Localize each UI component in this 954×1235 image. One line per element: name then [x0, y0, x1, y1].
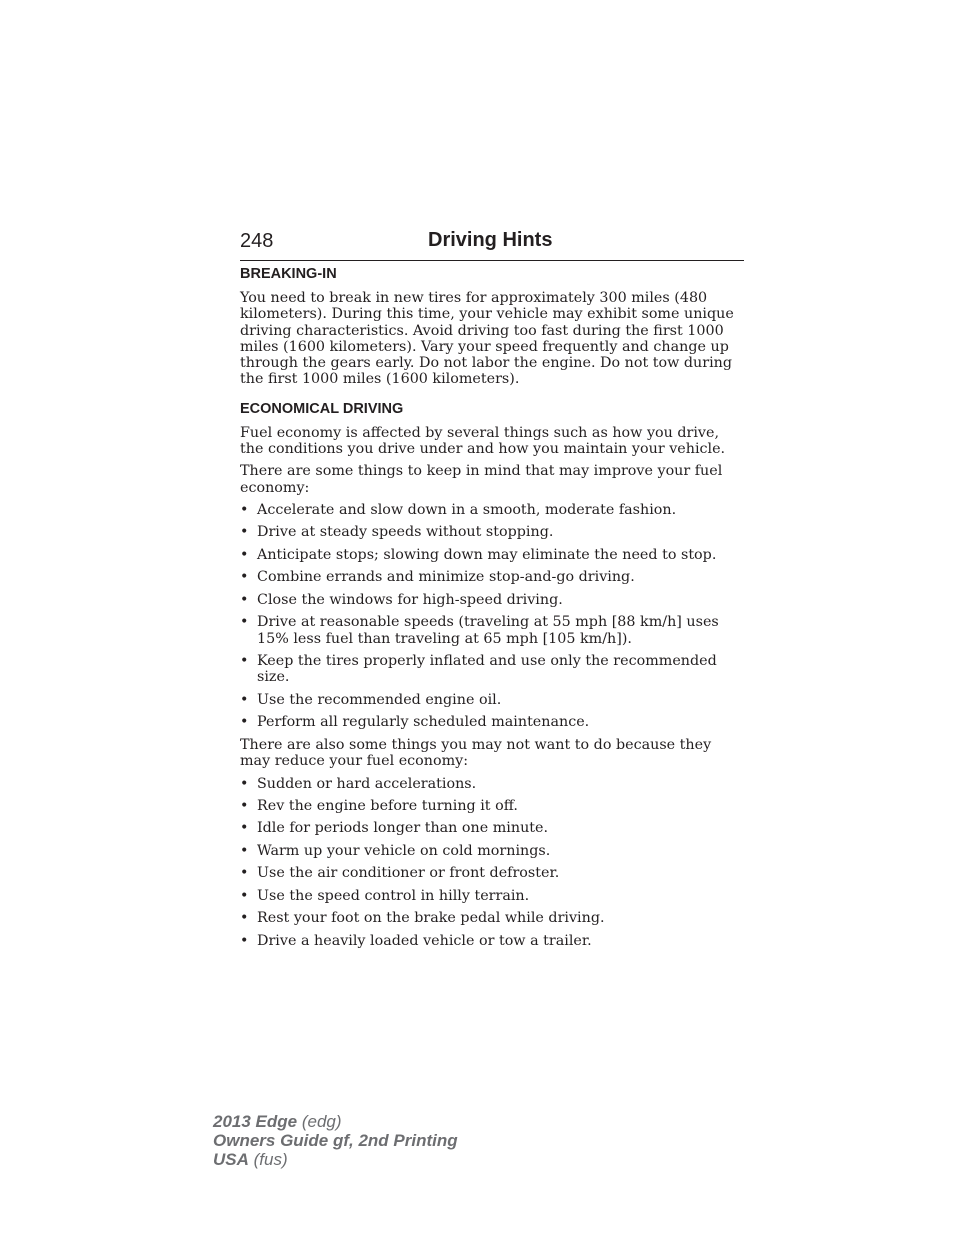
list-item: • Drive at steady speeds without stopping.: [240, 524, 554, 541]
breaking-in-heading: BREAKING-IN: [240, 266, 337, 282]
list-item: • Rev the engine before turning it off.: [240, 798, 518, 814]
list-item: • Accelerate and slow down in a smooth, moderate fashion.: [240, 501, 677, 518]
document-footer: [213, 1112, 458, 1169]
footer-line-model: 2013 Edge (edg): [213, 1112, 342, 1131]
list-item: • Warm up your vehicle on cold mornings.: [240, 842, 551, 859]
list-item: • Sudden or hard accelerations.: [240, 775, 477, 792]
bullet: •: [240, 614, 249, 631]
list-item: • Perform all regularly scheduled maintenance.: [240, 714, 590, 731]
bullet: •: [240, 653, 249, 670]
list-item: • Use the speed control in hilly terrain.: [240, 887, 530, 904]
bullet: •: [240, 775, 249, 792]
list-item: • Close the windows for high-speed driving.: [240, 591, 563, 608]
page-header: [240, 228, 744, 261]
avoid-list: [240, 776, 744, 950]
bullet: •: [240, 691, 249, 708]
bullet: •: [240, 591, 249, 608]
bullet: •: [240, 501, 249, 518]
improve-list: [240, 502, 744, 731]
economical-driving-heading: ECONOMICAL DRIVING: [240, 400, 404, 417]
bullet: •: [240, 569, 249, 586]
bullet: •: [240, 887, 249, 904]
list-item: • Anticipate stops; slowing down may eliminate the need to stop.: [240, 546, 717, 563]
page-number: 248: [240, 230, 274, 252]
bullet: •: [240, 842, 249, 859]
list-item: • Drive at reasonable speeds (traveling at 55 mph [88 km/h] uses 15% less fuel than traveling at 65 mph [105 km/h]).: [240, 614, 719, 647]
breaking-in-paragraph: You need to break in new tires for approximately 300 miles (480 kilometers). During this time, your vehicle may exhibit some unique driving characteristics. Avoid driving too fast during the first 1000 miles (1600 kilometers). Vary your speed frequently and change up through the gears early. Do not labor the engine. Do not tow during the first 1000 miles (1600 kilometers).: [240, 290, 734, 388]
footer-line-region: USA (fus): [213, 1150, 288, 1169]
bullet: •: [240, 714, 249, 731]
list-item: • Drive a heavily loaded vehicle or tow a trailer.: [240, 932, 592, 949]
avoid-intro-paragraph: There are also some things you may not want to do because they may reduce your fuel economy:: [240, 736, 712, 770]
list-item: • Idle for periods longer than one minute.: [240, 820, 549, 837]
bullet: •: [240, 910, 249, 927]
list-item: • Use the recommended engine oil.: [240, 691, 502, 708]
economy-intro-paragraph: Fuel economy is affected by several things such as how you drive, the conditions you drive under and how you maintain your vehicle.: [240, 424, 726, 458]
section-title: Driving Hints: [428, 229, 553, 251]
list-item: • Use the air conditioner or front defroster.: [240, 865, 560, 882]
bullet: •: [240, 865, 249, 882]
footer-line-guide: Owners Guide gf, 2nd Printing: [213, 1131, 458, 1150]
page-content: [240, 266, 744, 955]
list-item: • Combine errands and minimize stop-and-go driving.: [240, 569, 635, 586]
improve-intro-paragraph: There are some things to keep in mind that may improve your fuel economy:: [240, 463, 723, 496]
list-item: • Keep the tires properly inflated and use only the recommended size.: [240, 653, 717, 686]
bullet: •: [240, 798, 249, 814]
bullet: •: [240, 524, 249, 541]
bullet: •: [240, 820, 249, 837]
bullet: •: [240, 932, 249, 949]
bullet: •: [240, 546, 249, 563]
list-item: • Rest your foot on the brake pedal while driving.: [240, 910, 605, 927]
